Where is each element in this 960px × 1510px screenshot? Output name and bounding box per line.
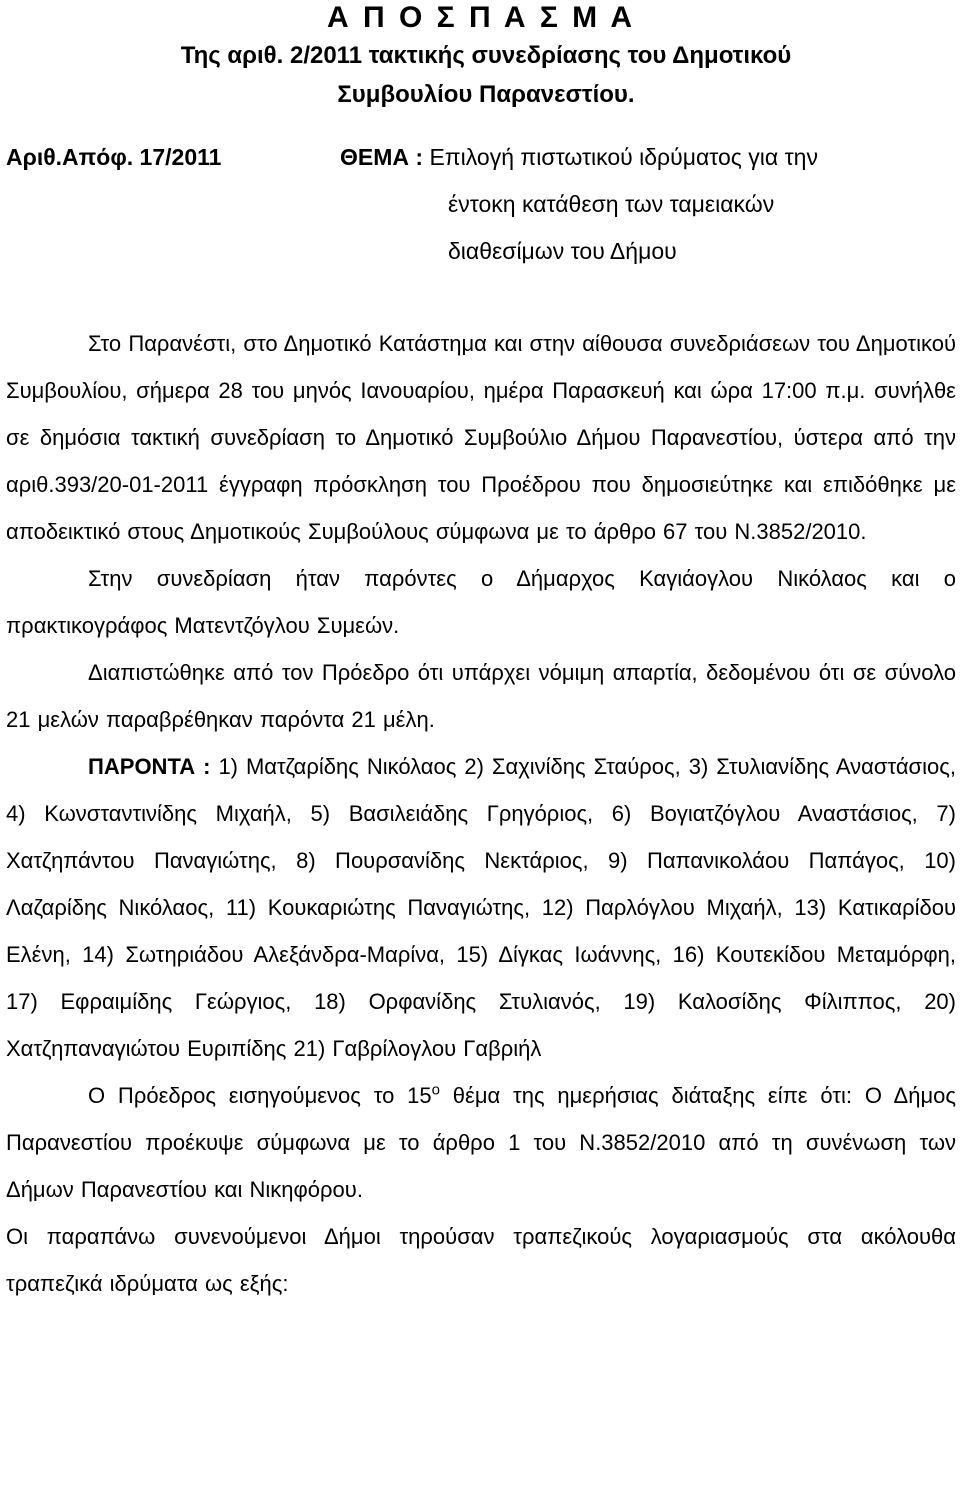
session-subtitle [6,36,956,114]
decision-header [6,134,956,284]
paragraph-bank-accounts: Οι παραπάνω συνενούμενοι Δήμοι τηρούσαν τραπεζικούς λογαριασμούς στα ακόλουθα τραπεζικά ιδρύματα ως εξής: [6,1224,956,1296]
document-page [6,0,956,1307]
paragraph-present-members [6,743,956,1072]
subtitle-line-2: Συμβουλίου Παρανεστίου. [337,81,635,108]
present-label: ΠΑΡΟΝΤΑ : [88,754,211,779]
paragraph-president-statement [6,1072,956,1213]
statement-part-2: θέμα της ημερήσιας διάταξης είπε ότι: Ο Δήμος Παρανεστίου προέκυψε σύμφωνα με το άρθρο 1 του Ν.3852/2010 από τη συνένωση των Δήμων Παρανεστίου και Νικηφόρου. [6,1083,956,1202]
decision-number: Αριθ.Απόφ. 17/2011 [6,144,222,170]
paragraph-attendance: Στην συνεδρίαση ήταν παρόντες ο Δήμαρχος Καγιάογλου Νικόλαος και ο πρακτικογράφος Ματεντζόγλου Συμεών. [6,566,956,638]
subject-line-1: Επιλογή πιστωτικού ιδρύματος για την [429,144,818,170]
decision-subject [340,134,920,275]
document-title: Α Π Ο Σ Π Α Σ Μ Α [326,1,636,34]
present-members-list: 1) Ματζαρίδης Νικόλαος 2) Σαχινίδης Σταύρος, 3) Στυλιανίδης Αναστάσιος, 4) Κωνσταντινίδης Μιχαήλ, 5) Βασιλειάδης Γρηγόριος, 6) Βογιατζόγλου Αναστάσιος, 7) Χατζηπάντου Παναγιώτης, 8) Πουρσανίδης Νεκτάριος, 9) Παπανικολάου Παπάγος, 10) Λαζαρίδης Νικόλαος, 11) Κουκαριώτης Παναγιώτης, 12) Παρλόγλου Μιχαήλ, 13) Κατικαρίδου Ελένη, 14) Σωτηριάδου Αλεξάνδρα-Μαρίνα, 15) Δίγκας Ιωάννης, 16) Κουτεκίδου Μεταμόρφη, 17) Εφραιμίδης Γεώργιος, 18) Ορφανίδης Στυλιανός, 19) Καλοσίδης Φίλιππος, 20) Χατζηπαναγιώτου Ευριπίδης 21) Γαβρίλογλου Γαβριήλ [6,754,956,1061]
paragraph-meeting-details: Στο Παρανέστι, στο Δημοτικό Κατάστημα και στην αίθουσα συνεδριάσεων του Δημοτικού Συμβουλίου, σήμερα 28 του μηνός Ιανουαρίου, ημέρα Παρασκευή και ώρα 17:00 π.μ. συνήλθε σε δημόσια τακτική συνεδρίαση το Δημοτικό Συμβούλιο Δήμου Παρανεστίου, ύστερα από την αριθ.393/20-01-2011 έγγραφη πρόσκληση του Προέδρου που δημοσιεύτηκε και επιδόθηκε με αποδεικτικό στους Δημοτικούς Συμβούλους σύμφωνα με το άρθρο 67 του Ν.3852/2010. [6,331,956,544]
subject-line-2: έντοκη κατάθεση των ταμειακών [448,191,775,217]
statement-part-1: Ο Πρόεδρος εισηγούμενος το 15 [88,1083,432,1108]
subtitle-line-1: Της αριθ. 2/2011 τακτικής συνεδρίασης του Δημοτικού [180,42,792,69]
subject-label: ΘΕΜΑ : [340,144,424,170]
ordinal-superscript: ο [431,1081,440,1099]
paragraph-quorum: Διαπιστώθηκε από τον Πρόεδρο ότι υπάρχει νόμιμη απαρτία, δεδομένου ότι σε σύνολο 21 μελών παραβρέθηκαν παρόντα 21 μέλη. [6,660,956,732]
subject-line-3: διαθεσίμων του Δήμου [448,238,677,264]
